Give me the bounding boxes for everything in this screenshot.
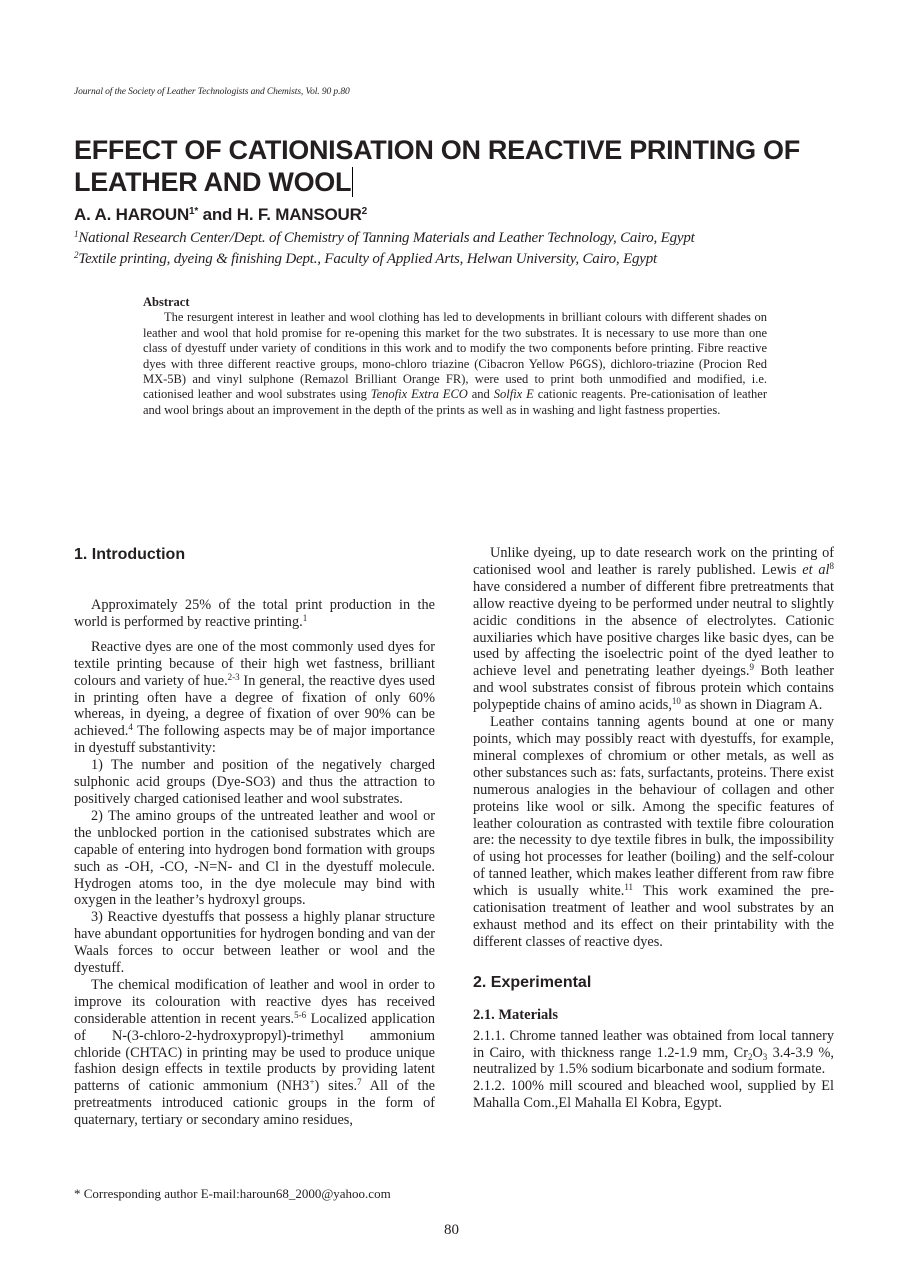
subsection-heading-materials: 2.1. Materials (473, 1006, 558, 1023)
list-item: 1) The number and position of the negatively charged sulphonic acid groups (Dye-SO3) and thus the attraction to positively charged cationised leather and wool substrates. (74, 757, 435, 807)
subscript: 2 (747, 1051, 753, 1062)
abstract-body (143, 310, 767, 418)
abstract-heading: Abstract (143, 295, 190, 309)
paragraph (473, 545, 834, 714)
paragraph-text: The following aspects may be of major importance in dyestuff substantivity: (74, 723, 435, 757)
abstract-text: and (467, 387, 494, 402)
list-item: 3) Reactive dyestuffs that possess a highly planar structure have abundant opportunities for hydrogen bonding and van der Waals forces to occur between leather or wool and the dyestuff. (74, 909, 435, 977)
affiliation-mark: 2 (74, 250, 79, 260)
paragraph-text: as shown in Diagram A. (680, 697, 823, 714)
paragraph-text: Approximately 25% of the total print production in the world is performed by reactive printing. (74, 597, 435, 630)
abstract-text: The resurgent interest in leather and wool clothing has led to developments in brilliant colours with different shades on leather and wool that hold promise for re-opening this market for the two substrates. It is necessary to use more than one class of dyestuff under variety of conditions in this work and to modify the two components before printing. Fibre reactive dyes with three different reactive groups, mono-chloro triazine (Cibacron Yellow P6GS), dichloro-triazine (Procion Red MX-5B) and vinyl sulphone (Remazol Brilliant Orange FR), were used to print both unmodified and modified, i.e. cationised leather and wool substrates using (143, 310, 767, 402)
author-affiliation-mark: 2 (361, 206, 368, 217)
paragraph-text: ) sites. (314, 1078, 358, 1095)
affiliation-text: National Research Center/Dept. of Chemistry of Tanning Materials and Leather Technology, Cairo, Egypt (78, 230, 695, 246)
left-column (74, 545, 435, 1129)
reagent-name: Tenofix Extra ECO (370, 387, 468, 402)
et-al: et al (802, 561, 830, 578)
right-column (473, 545, 834, 1112)
corresponding-author-footnote: * Corresponding author E-mail:haroun68_2000@yahoo.com (74, 1186, 391, 1201)
author-line (74, 205, 367, 225)
section-heading-introduction: 1. Introduction (74, 546, 186, 563)
author-name: H. F. MANSOUR (236, 205, 362, 224)
subscript: 3 (762, 1051, 768, 1062)
text-cursor (352, 167, 353, 197)
abstract-text: cationic reagents. Pre-cationisation of leather and wool brings about an improvement in the depth of the prints as well as in washing and light fastness properties. (143, 387, 768, 417)
paragraph-text: Leather contains tanning agents bound at one or many points, which may possibly react with dyestuffs, for example, mineral complexes of chromium or other metals, as well as other substances such as: fats, surfactants, proteins. There exist numerous analogies in the behaviour of collagen and other proteins like wool or silk. Among the specific features of leather colouration as contrasted with textile fibre colouration are: the necessity to dye textile fibres in bulk, the impossibility of using hot processes for leather (boiling) and the self-colour of tanned leather, which makes leather different from raw fibre which is usually white. (473, 714, 834, 900)
paragraph (74, 597, 435, 631)
affiliation (74, 230, 695, 247)
page-number: 80 (444, 1222, 459, 1238)
author-conjunction: and (198, 205, 237, 224)
citation-ref: 9 (749, 662, 755, 673)
paragraph (74, 977, 435, 1129)
citation-ref: 4 (128, 722, 133, 733)
paragraph-text: Unlike dyeing, up to date research work on the printing of cationised wool and leather is rarely published. Lewis (473, 545, 834, 578)
paragraph-text: 3.4-3.9 %, neutralized by 1.5% sodium bicarbonate and sodium formate. (473, 1044, 835, 1078)
citation-ref: 2-3 (227, 671, 240, 682)
citation-ref: 8 (829, 560, 834, 571)
paragraph-text: have considered a number of different fibre pretreatments that allow reactive dyeing to be performed under neutral to slightly acidic conditions in the absence of electrolytes. Cationic auxiliaries which have positive charges like basic dyes, can be used by affecting the isoelectric point of the dyed leather to achieve level and penetrating leather dyeings. (473, 578, 834, 680)
list-item: 2) The amino groups of the untreated leather and wool or the unblocked portion in the cationised substrates which are capable of entering into hydrogen bond formation with groups such as -OH, -CO, -N=N- and Cl in the dyestuff molecule. Hydrogen atoms too, in the dye molecule may bind with oxygen in the leather’s hydroxyl groups. (74, 807, 435, 909)
reagent-name: Solfix E (493, 387, 534, 402)
section-heading-experimental: 2. Experimental (473, 973, 592, 991)
article-title (74, 134, 854, 198)
citation-ref: 1 (302, 612, 308, 623)
citation-ref: 5-6 (294, 1009, 307, 1020)
article-title-text: EFFECT OF CATIONISATION ON REACTIVE PRINTING OF LEATHER AND WOOL (74, 135, 800, 197)
paragraph-text: Reactive dyes are one of the most commonly used dyes for textile printing because of their high wet fastness, brilliant colours and variety of hue. (74, 638, 435, 689)
affiliation (74, 251, 657, 268)
paragraph (473, 714, 834, 951)
citation-ref: 10 (671, 696, 681, 707)
paragraph-text: O (752, 1044, 763, 1061)
paragraph-text: The chemical modification of leather and wool in order to improve its colouration with reactive dyes has received considerable attention in recent years. (74, 976, 435, 1027)
affiliation-mark: 1 (74, 229, 79, 239)
paragraph-text: Localized application of N-(3-chloro-2-hydroxypropyl)-trimethyl ammonium chloride (CHTAC) in printing may be used to produce unique fashion design effects in textile products by providing latent patterns of cationic ammonium (NH3 (74, 1010, 435, 1095)
citation-ref: 7 (357, 1077, 362, 1088)
materials-item: 2.1.2. 100% mill scoured and bleached wool, supplied by El Mahalla Com.,El Mahalla El Kobra, Egypt. (473, 1078, 834, 1112)
abstract (143, 295, 767, 418)
citation-ref: 11 (624, 882, 634, 893)
paragraph-text: 2.1.1. Chrome tanned leather was obtained from local tannery in Cairo, with thickness range 1.2-1.9 mm, Cr (473, 1027, 834, 1061)
materials-item (473, 1028, 834, 1079)
author-affiliation-mark: 1* (189, 206, 199, 217)
author-name: A. A. HAROUN (74, 205, 190, 224)
affiliation-text: Textile printing, dyeing & finishing Dept., Faculty of Applied Arts, Helwan University, Cairo, Egypt (78, 251, 658, 267)
paragraph-text: Both leather and wool substrates consist of fibrous protein which contains polypeptide chains of amino acids, (473, 663, 834, 714)
paragraph-text: This work examined the pre-cationisation treatment of leather and wool substrates by an exhaust method and its effect on their printability with the different classes of reactive dyes. (473, 883, 834, 950)
journal-running-head: Journal of the Society of Leather Technologists and Chemists, Vol. 90 p.80 (74, 87, 350, 97)
paragraph-text: In general, the reactive dyes used in printing often have a degree of fixation of only 60% whereas, in dyeing, a degree of fixation of over 90% can be achieved. (74, 672, 435, 740)
charge-superscript: + (309, 1077, 315, 1088)
paragraph (74, 639, 435, 757)
paragraph-text: All of the pretreatments introduced cationic groups in the form of quaternary, tertiary or secondary amino residues, (74, 1078, 435, 1129)
